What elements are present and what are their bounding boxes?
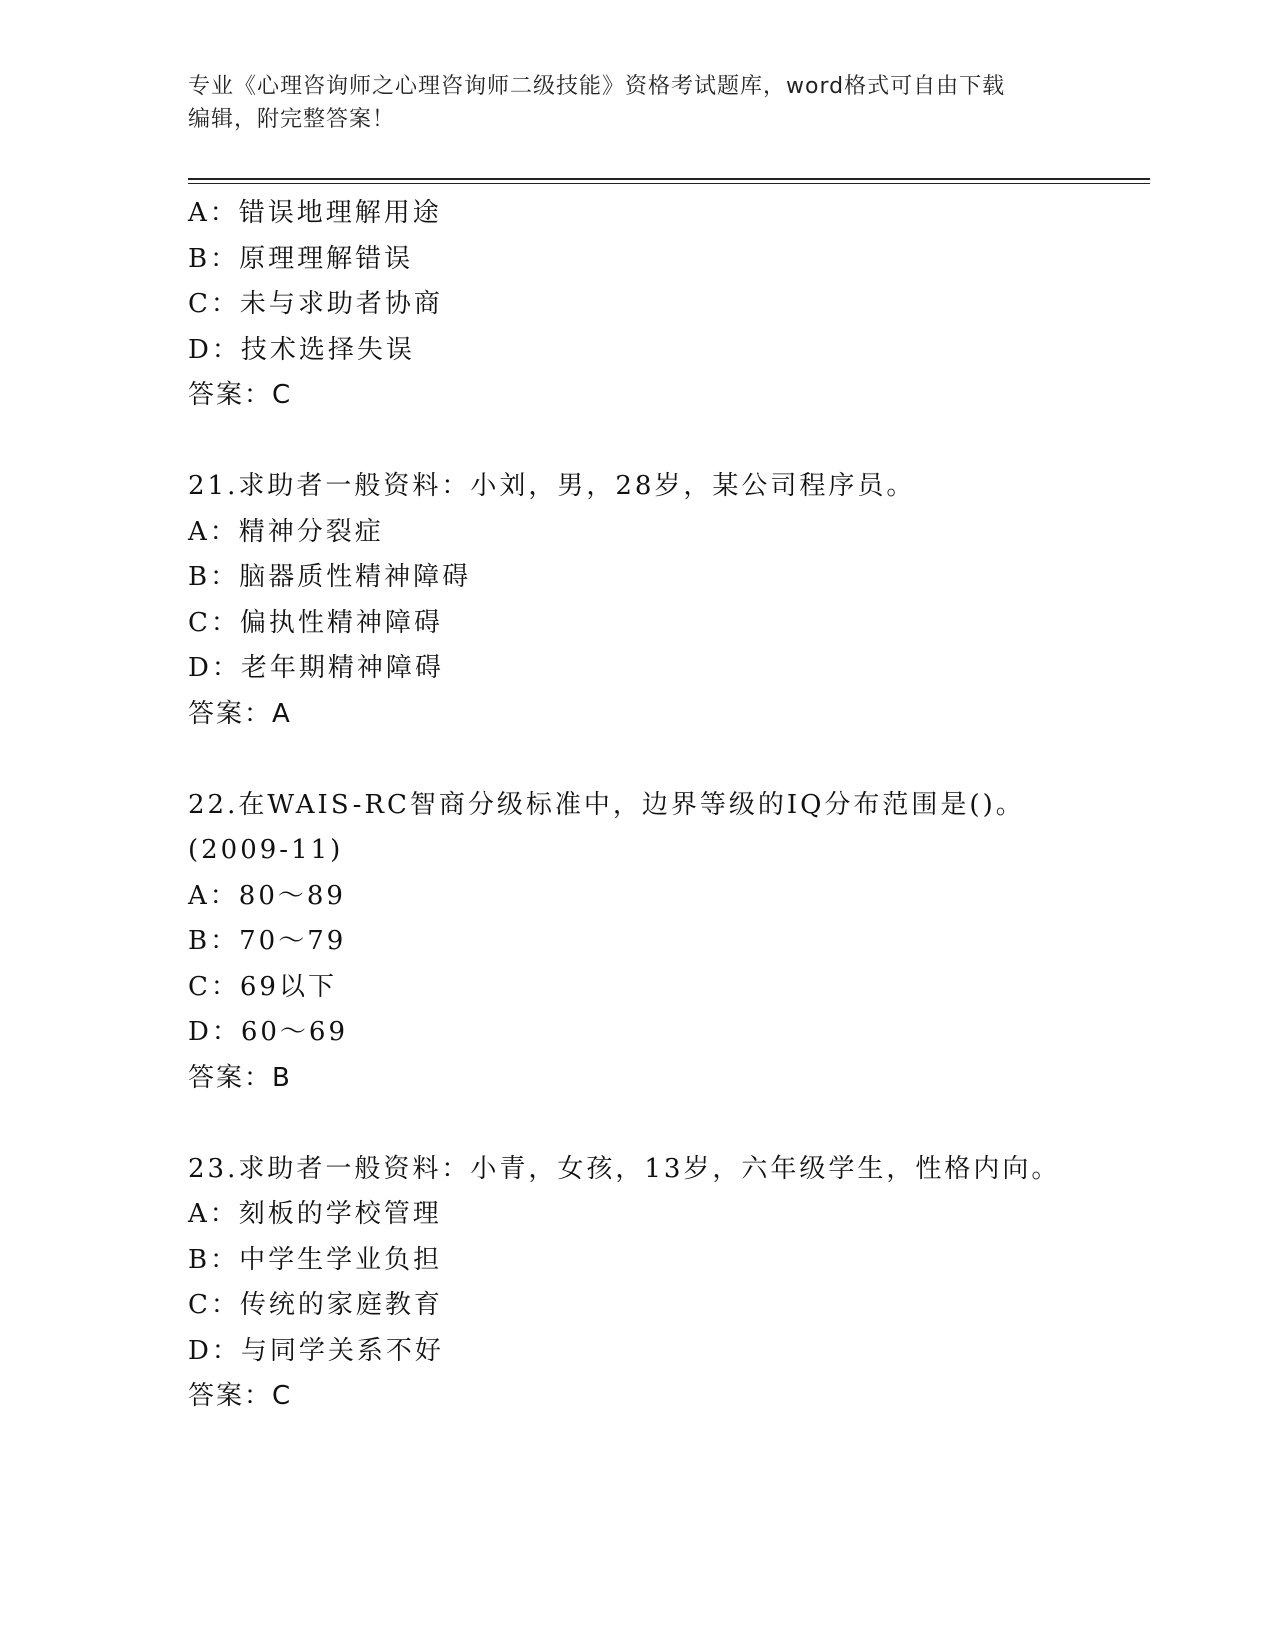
option-d: D：老年期精神障碍 (188, 653, 444, 683)
spacer (188, 419, 1148, 465)
header-rule-thick (188, 178, 1150, 180)
option-d: D：技术选择失误 (188, 334, 415, 365)
option-b: B：中学生学业负担 (188, 1244, 443, 1275)
option-a: A：精神分裂症 (188, 516, 384, 547)
option-d: D：60～69 (188, 1017, 349, 1047)
question-stem-continued: (2009-11) (188, 835, 344, 865)
header-rule-thin (188, 183, 1150, 184)
spacer (188, 1101, 1148, 1147)
question-21 (188, 464, 1148, 737)
option-c: C：69以下 (188, 971, 337, 1002)
question-list (188, 191, 1148, 1420)
spacer (188, 737, 1148, 783)
header-line-2: 编辑，附完整答案！ (188, 107, 396, 132)
question-20 (188, 191, 1148, 419)
option-b: B：原理理解错误 (188, 243, 414, 274)
header-line-1: 专业《心理咨询师之心理咨询师二级技能》资格考试题库，word格式可自由下载 (188, 74, 1006, 99)
option-c: C：传统的家庭教育 (188, 1290, 443, 1320)
option-c: C：偏执性精神障碍 (188, 607, 443, 638)
option-a: A：错误地理解用途 (188, 198, 442, 228)
answer-line: 答案：A (188, 698, 292, 729)
answer-line: 答案：B (188, 1062, 292, 1093)
question-stem: 21.求助者一般资料：小刘，男，28岁，某公司程序员。 (188, 471, 916, 501)
option-c: C：未与求助者协商 (188, 289, 443, 319)
document-header (188, 70, 1088, 136)
question-stem: 23.求助者一般资料：小青，女孩，13岁，六年级学生，性格内向。 (188, 1153, 1061, 1184)
option-b: B：脑器质性精神障碍 (188, 562, 472, 592)
answer-line: 答案：C (188, 380, 293, 410)
option-b: B：70～79 (188, 926, 347, 956)
option-a: A：80～89 (188, 880, 346, 911)
option-a: A：刻板的学校管理 (188, 1199, 442, 1229)
option-d: D：与同学关系不好 (188, 1335, 444, 1366)
question-23 (188, 1147, 1148, 1420)
answer-line: 答案：C (188, 1381, 293, 1411)
question-stem: 22.在WAIS-RC智商分级标准中，边界等级的IQ分布范围是()。 (188, 789, 1025, 820)
question-22 (188, 783, 1148, 1102)
